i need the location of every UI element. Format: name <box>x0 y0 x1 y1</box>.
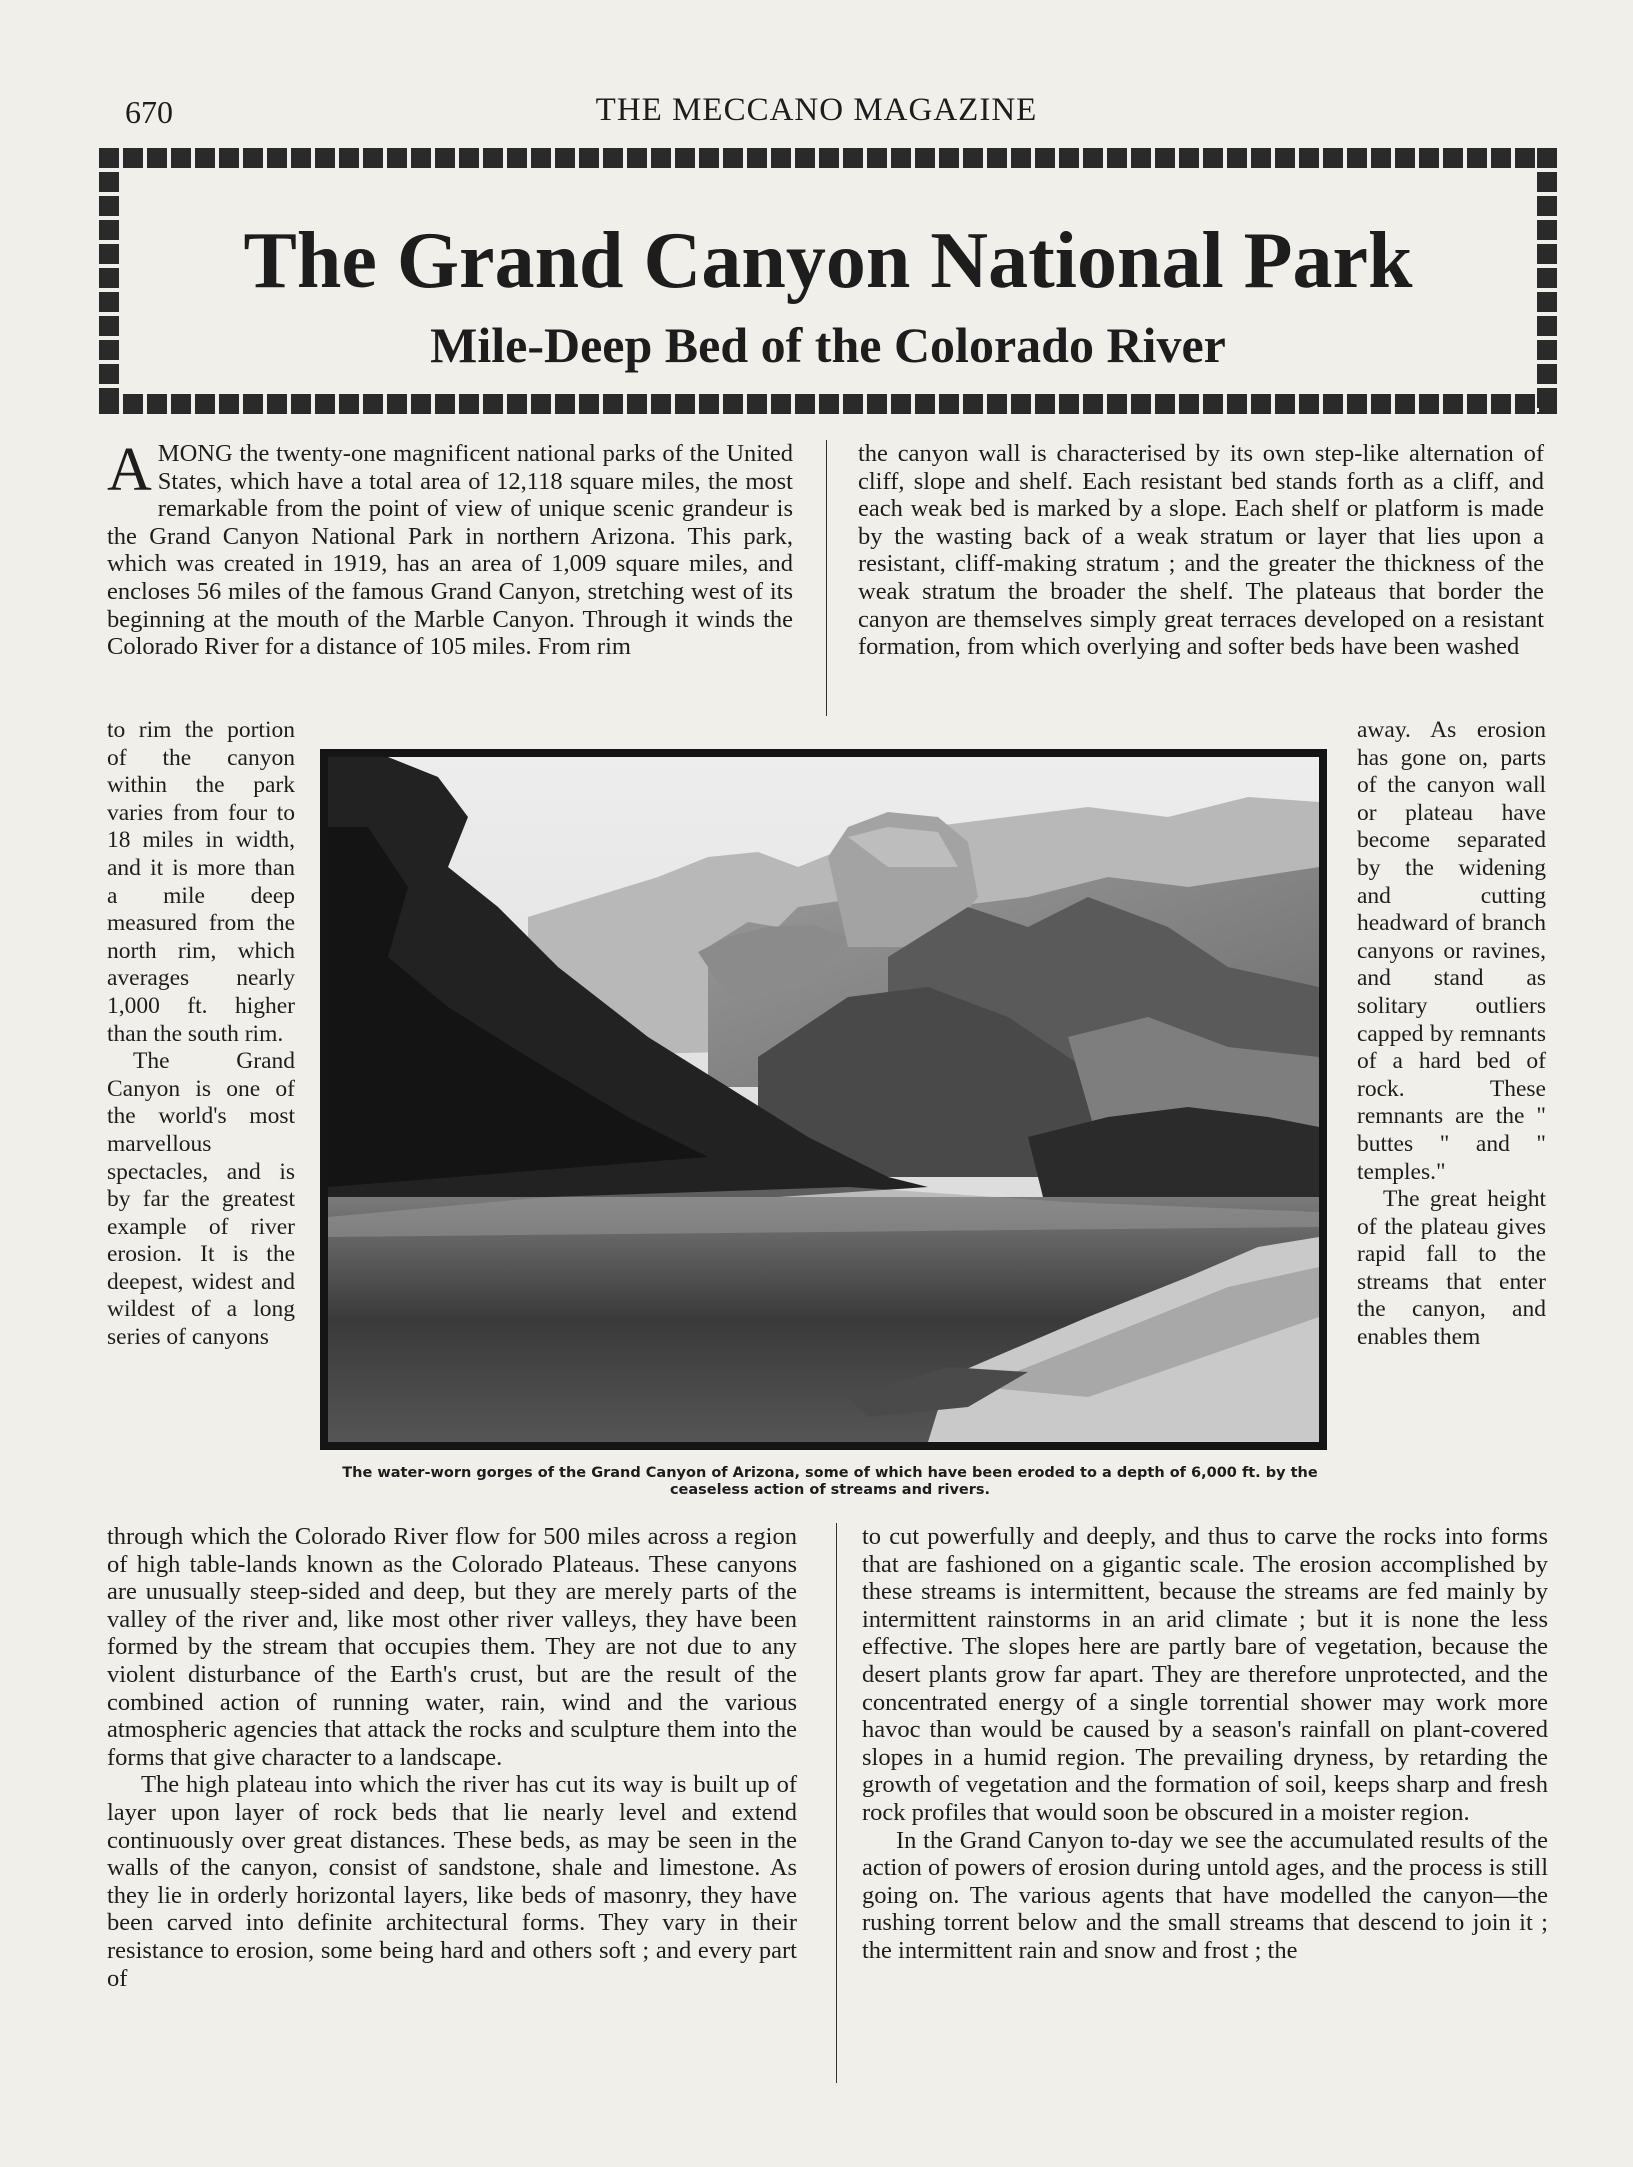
article-title: The Grand Canyon National Park <box>243 217 1413 305</box>
column-2-bottom <box>862 1523 1548 1965</box>
column-1-narrow <box>107 717 295 1352</box>
column-divider-bottom <box>836 1523 837 2083</box>
col1-narrow-paragraph-1: to rim the portion of the canyon within the park varies from four to 18 miles in width, and it is more than a mile deep measured from the north rim, which averages nearly 1,000 ft. higher than the south rim. <box>107 717 295 1047</box>
col2-top-paragraph: the canyon wall is characterised by its own step-like alternation of cliff, slope and shelf. Each resistant bed stands forth as a cliff, and each weak bed is marked by a slope. Each shelf or platform is made by the wasting back of a weak stratum or layer that lies upon a resistant, cliff-making stratum ; and the greater the thickness of the weak stratum the broader the shelf. The plateaus that border the canyon are themselves simply great terraces developed on a resistant formation, from which overlying and softer beds have been washed <box>858 440 1544 661</box>
col2-bottom-paragraph-1: to cut powerfully and deeply, and thus to carve the rocks into forms that are fashioned on a gigantic scale. The erosion accomplished by these streams is intermittent, because the streams are fed mainly by intermittent rainstorms in an arid climate ; but it is none the less effective. The slopes here are partly bare of vegetation, because the desert plants grow far apart. They are therefore unprotected, and the concentrated energy of a single torrential shower may work more havoc than would be caused by a season's rainfall on plant-covered slopes in a humid region. The prevailing dryness, by retarding the growth of vegetation and the formation of soil, keeps sharp and fresh rock profiles that would soon be obscured in a moister region. <box>862 1523 1548 1826</box>
column-2-top <box>858 440 1544 661</box>
article-subtitle: Mile-Deep Bed of the Colorado River <box>430 317 1226 373</box>
photo-caption: The water-worn gorges of the Grand Canyon of Arizona, some of which have been eroded to a depth of 6,000 ft. by the ceaseless action of streams and rivers. <box>342 1465 1318 1498</box>
col2-bottom-paragraph-2: In the Grand Canyon to-day we see the accumulated results of the action of powers of erosion during untold ages, and the process is still going on. The various agents that have modelled the canyon—the rushing torrent below and the small streams that descend to join it ; the intermittent rain and snow and frost ; the <box>862 1826 1548 1964</box>
column-1-top <box>107 436 793 661</box>
col1-bottom-paragraph-2: The high plateau into which the river has cut its way is built up of layer upon layer of rock beds that lie nearly level and extend continuously over great distances. These beds, as may be seen in the walls of the canyon, consist of sandstone, shale and limestone. As they lie in orderly horizontal layers, like beds of masonry, they have been carved into definite architectural forms. They vary in their resistance to erosion, some being hard and others soft ; and every part of <box>107 1771 797 1992</box>
col1-opening-text: MONG the twenty-one magnificent national parks of the United States, which have a total area of 12,118 square miles, the most remarkable from the point of view of unique scenic grandeur is the Grand Canyon National Park in northern Arizona. This park, which was created in 1919, has an area of 1,009 square miles, and encloses 56 miles of the famous Grand Canyon, stretching west of its beginning at the mouth of the Marble Canyon. Through it winds the Colorado River for a distance of 105 miles. From rim <box>107 440 793 661</box>
magazine-title: THE MECCANO MAGAZINE <box>595 92 1038 128</box>
canyon-photograph-frame <box>320 749 1327 1450</box>
drop-cap: A <box>107 436 152 504</box>
column-2-narrow <box>1357 717 1546 1352</box>
col2-narrow-paragraph-2: The great height of the plateau gives rapid fall to the streams that enter the canyon, and enables them <box>1357 1186 1546 1351</box>
col1-bottom-paragraph-1: through which the Colorado River flow for 500 miles across a region of high table-lands known as the Colorado Plateaus. These canyons are unusually steep-sided and deep, but they are merely parts of the valley of the river and, like most other river valleys, they have been formed by the stream that occupies them. They are not due to any violent disturbance of the Earth's crust, but are the result of the combined action of running water, rain, wind and the various atmospheric agencies that attack the rocks and sculpture them into the forms that give character to a landscape. <box>107 1523 797 1771</box>
column-1-bottom <box>107 1523 797 1992</box>
page-number: 670 <box>125 94 173 130</box>
column-divider-top <box>826 440 827 716</box>
col1-narrow-paragraph-2: The Grand Canyon is one of the world's most marvellous spectacles, and is by far the greatest example of river erosion. It is the deepest, widest and wildest of a long series of canyons <box>107 1048 295 1351</box>
canyon-photograph <box>328 757 1319 1442</box>
col2-narrow-paragraph-1: away. As erosion has gone on, parts of the canyon wall or plateau have become separated by the widening and cutting headward of branch canyons or ravines, and stand as solitary outliers capped by remnants of a hard bed of rock. These remnants are the " buttes " and " temples." <box>1357 717 1546 1185</box>
title-frame <box>99 148 1557 414</box>
